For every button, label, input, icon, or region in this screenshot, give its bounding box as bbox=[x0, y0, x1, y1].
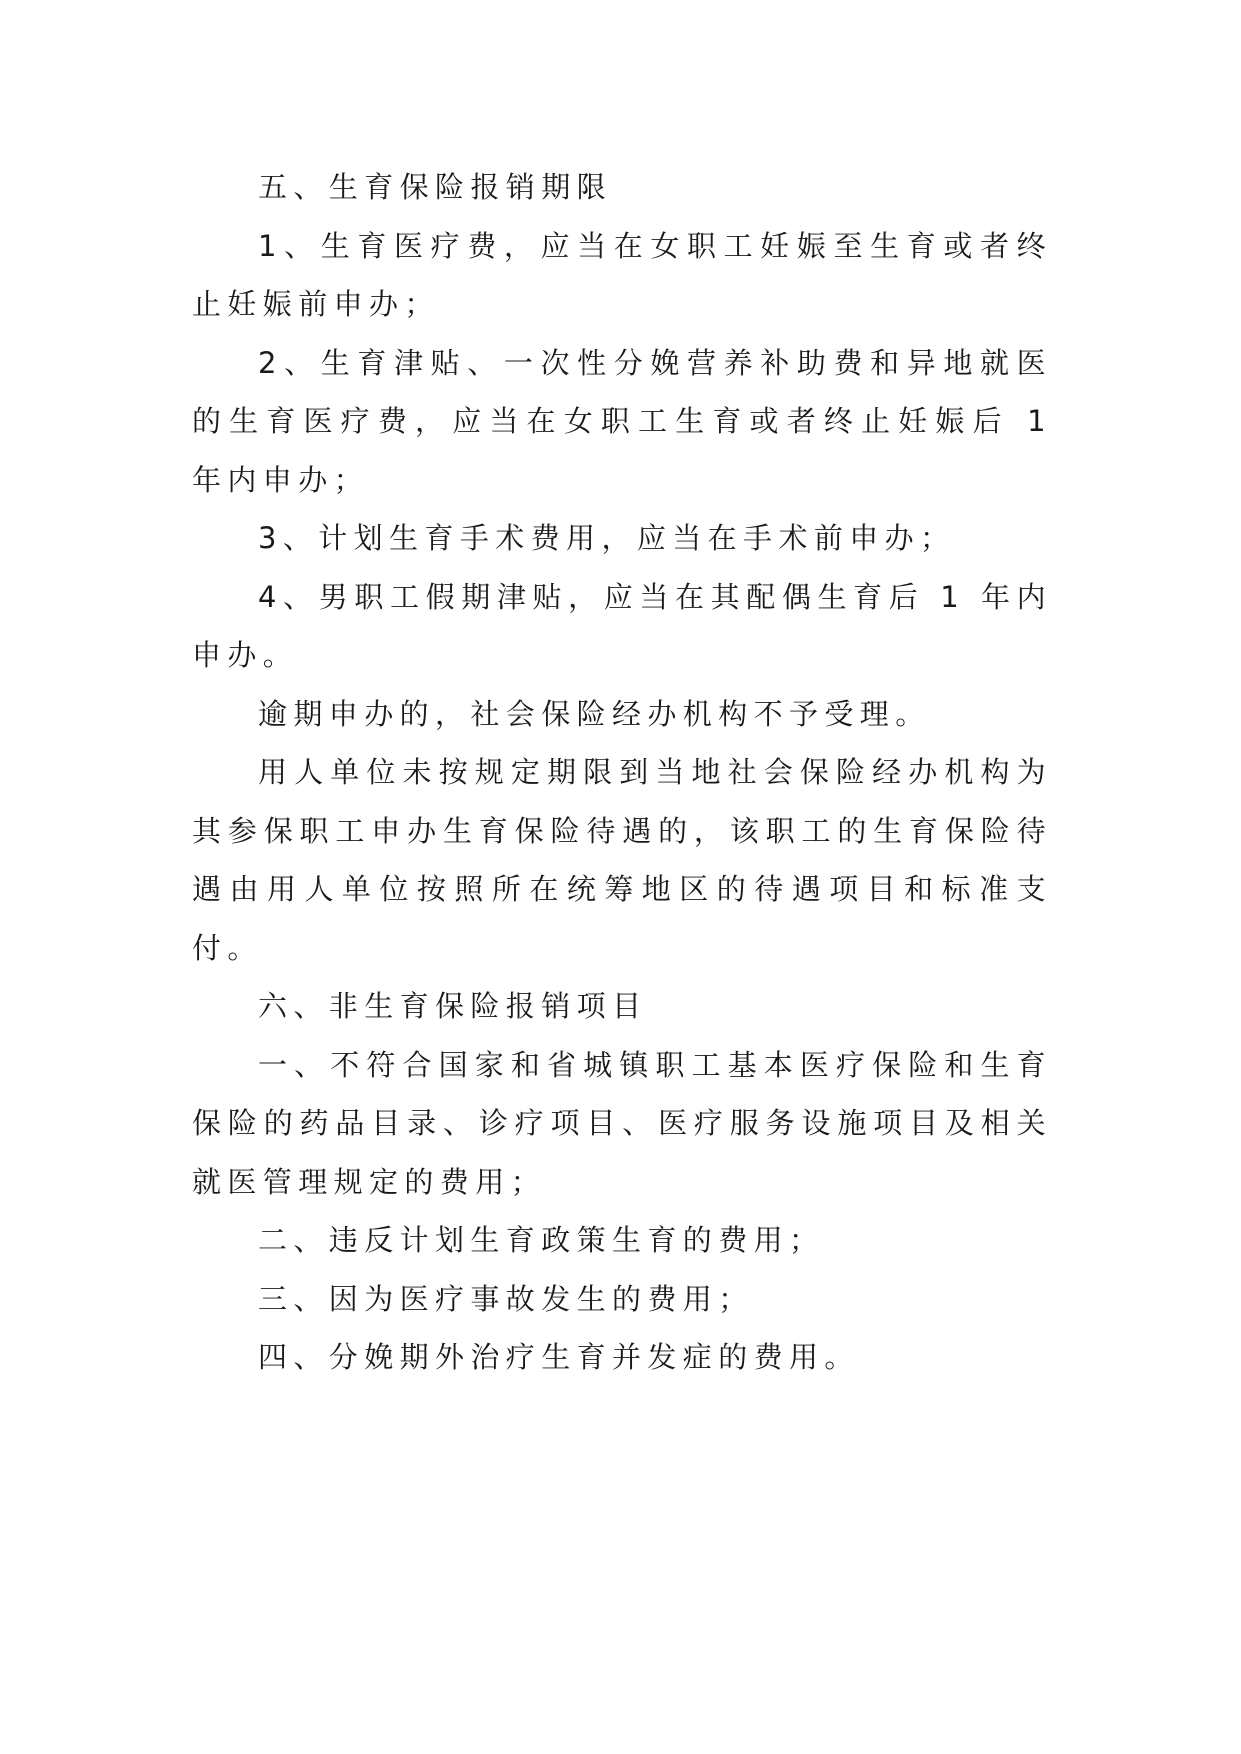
paragraph-exclusion-2: 二、违反计划生育政策生育的费用； bbox=[258, 1223, 825, 1257]
paragraph-item-4: 4、男职工假期津贴，应当在其配偶生育后 1 年内申办。 bbox=[192, 579, 1052, 672]
paragraph-item-2: 2、生育津贴、一次性分娩营养补助费和异地就医的生育医疗费，应当在女职工生育或者终止妊娠后 1 年内申办； bbox=[192, 345, 1052, 497]
section-heading-six: 六、非生育保险报销项目 bbox=[258, 989, 648, 1023]
paragraph-item-1: 1、生育医疗费，应当在女职工妊娠至生育或者终止妊娠前申办； bbox=[192, 228, 1052, 321]
document-body bbox=[192, 158, 1052, 1387]
paragraph-overdue: 逾期申办的，社会保险经办机构不予受理。 bbox=[258, 696, 931, 731]
paragraph-exclusion-3: 三、因为医疗事故发生的费用； bbox=[258, 1281, 754, 1316]
paragraph-exclusion-4: 四、分娩期外治疗生育并发症的费用。 bbox=[258, 1340, 860, 1374]
paragraph-item-3: 3、计划生育手术费用，应当在手术前申办； bbox=[258, 521, 956, 555]
paragraph-employer-duty: 用人单位未按规定期限到当地社会保险经办机构为其参保职工申办生育保险待遇的，该职工的生育保险待遇由用人单位按照所在统筹地区的待遇项目和标准支付。 bbox=[192, 755, 1052, 965]
paragraph-exclusion-1: 一、不符合国家和省城镇职工基本医疗保险和生育保险的药品目录、诊疗项目、医疗服务设施项目及相关就医管理规定的费用； bbox=[192, 1047, 1052, 1199]
section-heading-five: 五、生育保险报销期限 bbox=[258, 170, 613, 204]
